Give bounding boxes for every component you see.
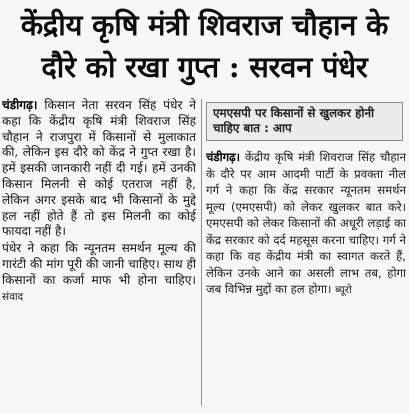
right-article-column bbox=[206, 102, 406, 410]
left-paragraph-2 bbox=[2, 241, 196, 305]
right-paragraph-1-text: केंद्रीय कृषि मंत्री शिवराज सिंह चौहान के दौरे पर आम आदमी पार्टी के प्रवक्ता नील गर्ग ने कहा कि केंद्र सरकार न्यूनतम समर्थन मूल्य (एमएसपी) को लेकर खुलकर बात करे। एमएसपी को लेकर किसानों की अधूरी लड़ाई का केंद्र सरकार को दर्द महसूस करना चाहिए। गर्ग ने कहा कि वह केंद्रीय मंत्री का स्वागत करते हैं, लेकिन उनके आने का असली लाभ तब, होगा जब विभिन्न मुद्दों का हल होगा। bbox=[206, 150, 406, 296]
headline-line-2: दौरे को रखा गुप्त : सरवन पंधेर bbox=[41, 50, 368, 84]
right-article-body bbox=[206, 149, 406, 299]
left-article-column bbox=[2, 98, 196, 410]
headline-line-1: केंद्रीय कृषि मंत्री शिवराज चौहान के bbox=[20, 8, 389, 42]
column-divider bbox=[201, 99, 202, 406]
headline bbox=[4, 4, 405, 94]
left-dateline: चंडीगढ़। bbox=[2, 98, 38, 112]
left-paragraph-1-text: किसान नेता सरवन सिंह पंधेर ने कहा कि केंद्रीय कृषि मंत्री शिवराज सिंह चौहान ने राजपुरा में किसानों से मुलाकात की, लेकिन इस दौरे को केंद्र ने गुप्त रखा है। हमें इसकी जानकारी नहीं दी गई। हमें उनकी किसान मिलनी से कोई एतराज नहीं है, लेकिन अगर इसके बाद भी किसानों के मुद्दे हल नहीं होते हैं तो इस मिलनी का कोई फायदा नहीं है। bbox=[2, 98, 196, 239]
right-attribution: ब्यूरो bbox=[335, 284, 352, 296]
left-attribution: संवाद bbox=[2, 290, 24, 303]
right-box-heading: एमएसपी पर किसानों से खुलकर होनी चाहिए बात : आप bbox=[206, 102, 403, 141]
right-dateline: चंडीगढ़। bbox=[206, 150, 241, 164]
left-paragraph-2-text: पंधेर ने कहा कि न्यूनतम समर्थन मूल्य की गारंटी की मांग पूरी की जानी चाहिए। साथ ही किसानों का कर्जा माफ भी होना चाहिए। bbox=[2, 241, 196, 287]
left-paragraph-1 bbox=[2, 98, 196, 240]
